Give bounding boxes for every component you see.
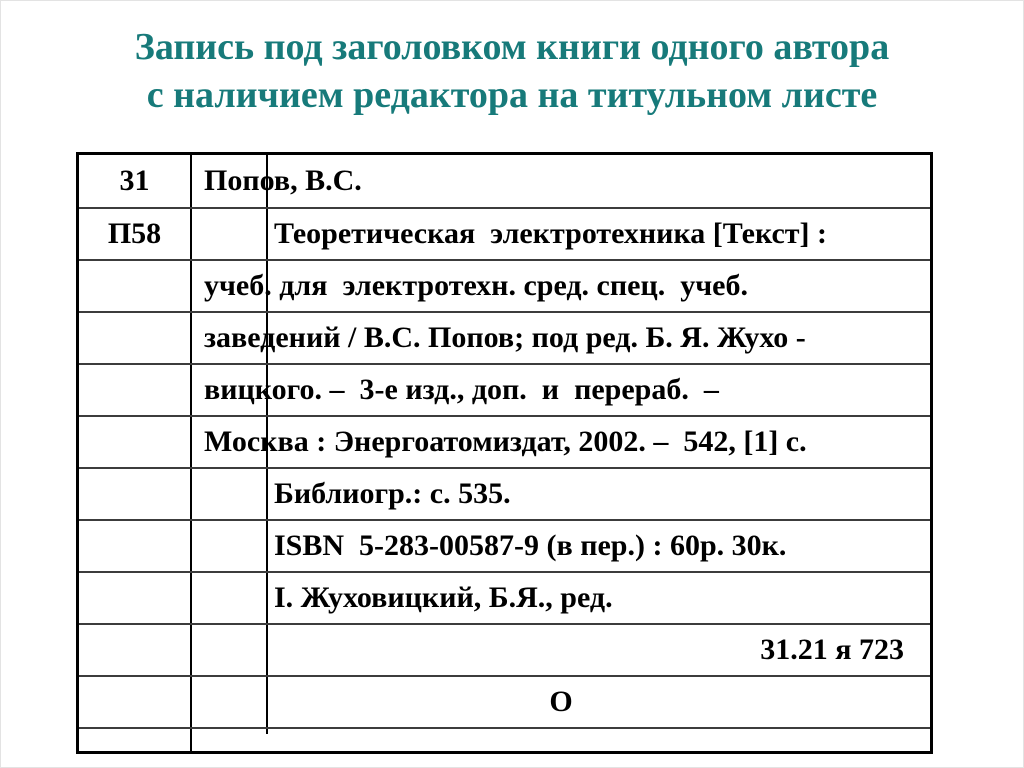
call-number-cell [79, 313, 192, 363]
call-number-cell [79, 417, 192, 467]
record-cell [192, 155, 930, 207]
table-row [79, 363, 930, 415]
record-cell [192, 313, 930, 363]
slide-title [1, 23, 1023, 119]
record-text: Библиогр.: с. 535. [274, 477, 511, 510]
record-cell [192, 261, 930, 311]
call-number-cell: 31 [79, 155, 192, 207]
record-cell [192, 677, 930, 727]
record-text: учеб. для электротехн. сред. спец. учеб. [204, 269, 748, 302]
slide-title-line-2: с наличием редактора на титульном листе [146, 74, 878, 116]
record-cell [192, 469, 930, 519]
table-row [79, 155, 930, 207]
record-cell [192, 729, 930, 751]
table-row [79, 467, 930, 519]
table-row [79, 311, 930, 363]
table-row [79, 259, 930, 311]
call-number-cell [79, 729, 192, 751]
call-number-cell [79, 573, 192, 623]
record-text: 31.21 я 723 [760, 633, 904, 666]
record-text: Москва : Энергоатомиздат, 2002. – 542, [1] с. [204, 425, 807, 458]
call-number-cell [79, 521, 192, 571]
record-cell [192, 521, 930, 571]
call-number-cell [79, 469, 192, 519]
table-row [79, 675, 930, 727]
record-cell [192, 209, 930, 259]
table-row [79, 623, 930, 675]
record-text: заведений / В.С. Попов; под ред. Б. Я. Жухо - [204, 321, 806, 354]
call-number-cell [79, 625, 192, 675]
table-row [79, 571, 930, 623]
record-cell [192, 573, 930, 623]
record-text: вицкого. – 3-е изд., доп. и перераб. – [204, 373, 719, 406]
table-row [79, 519, 930, 571]
table-row [79, 727, 930, 751]
record-cell [192, 417, 930, 467]
call-number-cell [79, 677, 192, 727]
record-cell [192, 625, 930, 675]
record-text: Теоретическая электротехника [Текст] : [274, 217, 828, 250]
table-row [79, 207, 930, 259]
record-text: ISBN 5-283-00587-9 (в пер.) : 60р. 30к. [274, 529, 787, 562]
call-number-cell: П58 [79, 209, 192, 259]
record-text: Попов, В.С. [204, 164, 362, 197]
slide-title-line-1: Запись под заголовком книги одного автора [134, 26, 890, 68]
catalog-card-table [76, 152, 933, 754]
table-row [79, 415, 930, 467]
record-text: О [549, 685, 573, 718]
record-cell [192, 365, 930, 415]
record-text: I. Жуховицкий, Б.Я., ред. [274, 581, 613, 614]
call-number-cell [79, 365, 192, 415]
call-number-cell [79, 261, 192, 311]
